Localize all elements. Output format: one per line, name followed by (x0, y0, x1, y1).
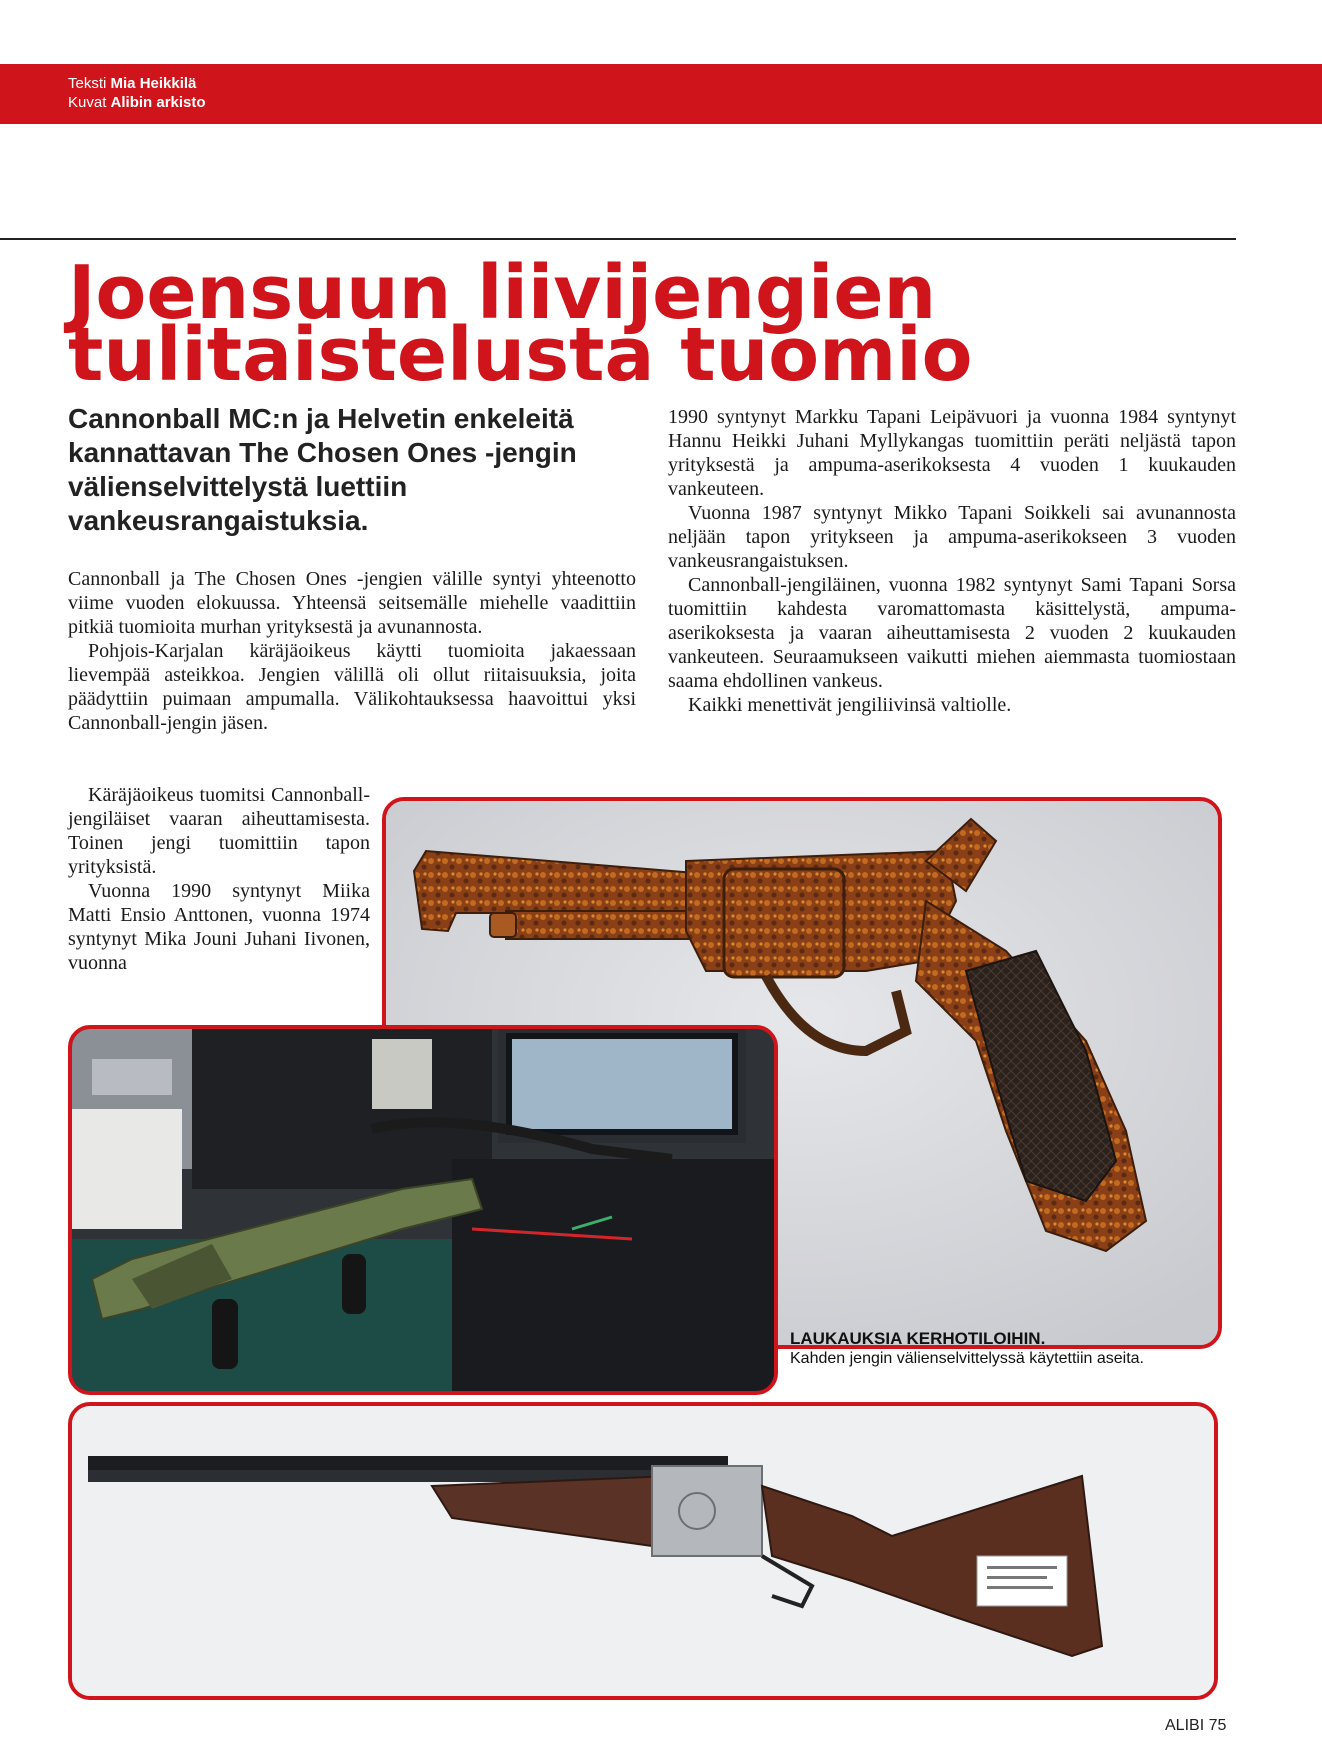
crossbow-image (72, 1029, 774, 1391)
body-column-1 (68, 567, 636, 735)
body-paragraph: Cannonball ja The Chosen Ones -jengien välille syntyi yhteenotto viime vuoden elokuussa. Yhteensä seitsemälle miehelle vaadittiin pitkiä tuomioita murhan yrityksestä ja avunannosta. (68, 568, 636, 638)
page-folio: ALIBI 75 (1165, 1717, 1227, 1734)
lead-paragraph: Cannonball MC:n ja Helvetin enkeleitä kannattavan The Chosen Ones -jengin välienselvittelystä luettiin vankeusrangaistuksia. (68, 403, 577, 536)
caption-text: Kahden jengin välienselvittelyssä käytettiin aseita. (790, 1350, 1144, 1367)
shotgun-image (72, 1406, 1214, 1696)
body-paragraph: Kaikki menettivät jengiliivinsä valtiolle. (688, 694, 1012, 716)
shotgun-photo (68, 1402, 1218, 1700)
divider-rule (0, 238, 1236, 240)
body-column-2 (668, 405, 1236, 717)
photo-caption (790, 1328, 1210, 1369)
caption-title: LAUKAUKSIA KERHOTILOIHIN. (790, 1329, 1046, 1348)
crossbow-photo (68, 1025, 778, 1395)
body-paragraph: Cannonball-jengiläinen, vuonna 1982 syntynyt Sami Tapani Sorsa tuomittiin kahdesta varomattomasta käsittelystä, ampuma-aserikoksesta ja vaaran aiheuttamisesta 2 vuoden 2 kuukauden vankeuteen. Seuraamukseen vaikutti miehen aiemmasta tuomiostaan saama ehdollinen vankeus. (668, 574, 1236, 692)
body-paragraph: Vuonna 1987 syntynyt Mikko Tapani Soikkeli sai avunannosta neljään tapon yritykseen ja ampuma-aserikokseen 3 vuoden vankeusrangaistuksen. (668, 502, 1236, 572)
photo-credit: Kuvat Alibin arkisto (68, 94, 206, 111)
body-paragraph: Vuonna 1990 syntynyt Miika Matti Ensio Anttonen, vuonna 1974 syntynyt Mika Jouni Juhani Iivonen, vuonna (68, 880, 370, 974)
headline-line-1: Joensuun liivijengien (68, 250, 937, 336)
body-paragraph: Pohjois-Karjalan käräjäoikeus käytti tuomioita jakaessaan lievempää asteikkoa. Jengien välillä oli ollut riitaisuuksia, joita päädyttiin puimaan ampumalla. Välikohtauksessa haavoittui yksi Cannonball-jengin jäsen. (68, 640, 636, 734)
credits (68, 74, 206, 112)
headline-line-2: tulitaistelusta tuomio (68, 312, 973, 398)
body-column-1-narrow (68, 783, 370, 975)
body-paragraph: 1990 syntynyt Markku Tapani Leipävuori ja vuonna 1984 syntynyt Hannu Heikki Juhani Myllykangas tuomittiin peräti neljästä tapon yrityksestä ja ampuma-aserikoksesta 4 vuoden 1 kuukauden vankeuteen. (668, 406, 1236, 500)
text-credit: Teksti Mia Heikkilä (68, 75, 197, 92)
body-paragraph: Käräjäoikeus tuomitsi Cannonball-jengiläiset vaaran aiheuttamisesta. Toinen jengi tuomittiin tapon yrityksistä. (68, 784, 370, 878)
headline (68, 250, 1248, 398)
